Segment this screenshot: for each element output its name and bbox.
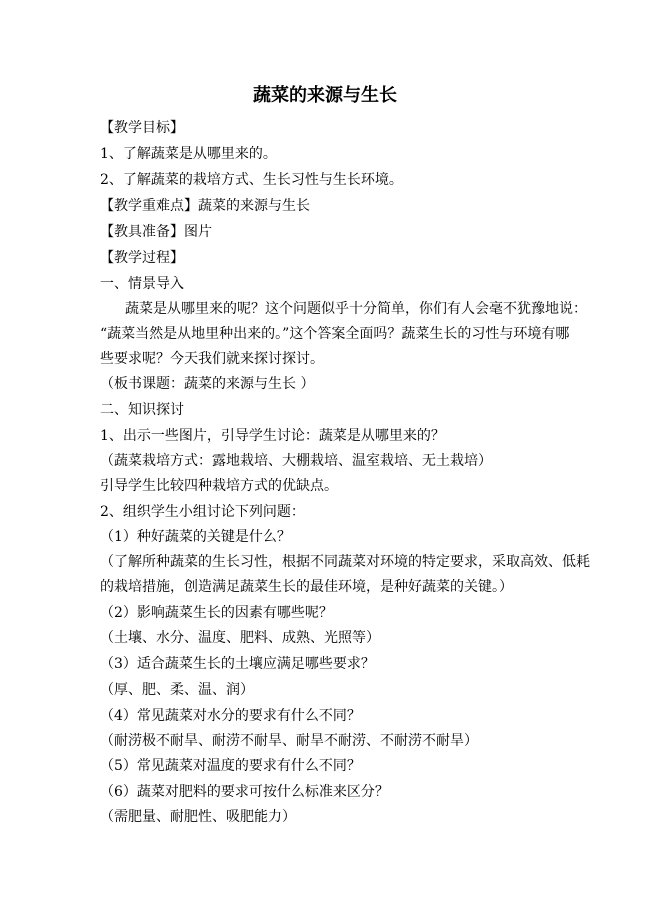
- objective-1: 1、了解蔬菜是从哪里来的。: [100, 146, 277, 162]
- question-1: （1）种好蔬菜的关键是什么？: [100, 529, 291, 545]
- activity-1: 1、出示一些图片，引导学生讨论：蔬菜是从哪里来的？: [100, 428, 445, 444]
- board-title-note: （板书课题：蔬菜的来源与生长 ）: [100, 376, 315, 392]
- subheading-introduction: 一、情景导入: [100, 276, 184, 292]
- answer-4: （耐涝极不耐旱、耐涝不耐旱、耐旱不耐涝、不耐涝不耐旱）: [100, 733, 478, 749]
- question-6: （6）蔬菜对肥料的要求可按什么标准来区分？: [100, 784, 389, 800]
- activity-2: 2、组织学生小组讨论下列问题：: [100, 504, 305, 520]
- question-3: （3）适合蔬菜生长的土壤应满足哪些要求？: [100, 656, 375, 672]
- section-heading-objectives: 【教学目标】: [100, 120, 184, 136]
- subheading-knowledge: 二、知识探讨: [100, 402, 184, 418]
- cultivation-methods-note: （蔬菜栽培方式：露地栽培、大棚栽培、温室栽培、无土栽培）: [100, 453, 492, 469]
- compare-methods-line: 引导学生比较四种栽培方式的优缺点。: [100, 478, 338, 494]
- paragraph-line: 些要求呢？今天我们就来探讨探讨。: [100, 351, 324, 367]
- question-2: （2）影响蔬菜生长的因素有哪些呢？: [100, 605, 333, 621]
- question-4: （4）常见蔬菜对水分的要求有什么不同？: [100, 708, 361, 724]
- question-5: （5）常见蔬菜对温度的要求有什么不同？: [100, 758, 361, 774]
- answer-3: （厚、肥、柔、温、润）: [100, 682, 254, 698]
- section-heading-key-points: 【教学重难点】蔬菜的来源与生长: [100, 198, 310, 214]
- paragraph-line: 蔬菜是从哪里来的呢？这个问题似乎十分简单，你们有人会毫不犹豫地说：: [125, 301, 587, 317]
- section-heading-materials: 【教具准备】图片: [100, 224, 212, 240]
- section-heading-process: 【教学过程】: [100, 250, 184, 266]
- answer-1-line: （了解所种蔬菜的生长习性，根据不同蔬菜对环境的特定要求，采取高效、低耗: [100, 554, 590, 570]
- answer-6: （需肥量、耐肥性、吸肥能力）: [100, 809, 296, 825]
- paragraph-line: “蔬菜当然是从地里种出来的。”这个答案全面吗？蔬菜生长的习性与环境有哪: [100, 326, 570, 342]
- document-title: 蔬菜的来源与生长: [253, 85, 397, 106]
- objective-2: 2、了解蔬菜的栽培方式、生长习性与生长环境。: [100, 172, 403, 188]
- answer-1-line: 的栽培措施，创造满足蔬菜生长的最佳环境，是种好蔬菜的关键。）: [100, 579, 513, 595]
- answer-2: （土壤、水分、温度、肥料、成熟、光照等）: [100, 630, 380, 646]
